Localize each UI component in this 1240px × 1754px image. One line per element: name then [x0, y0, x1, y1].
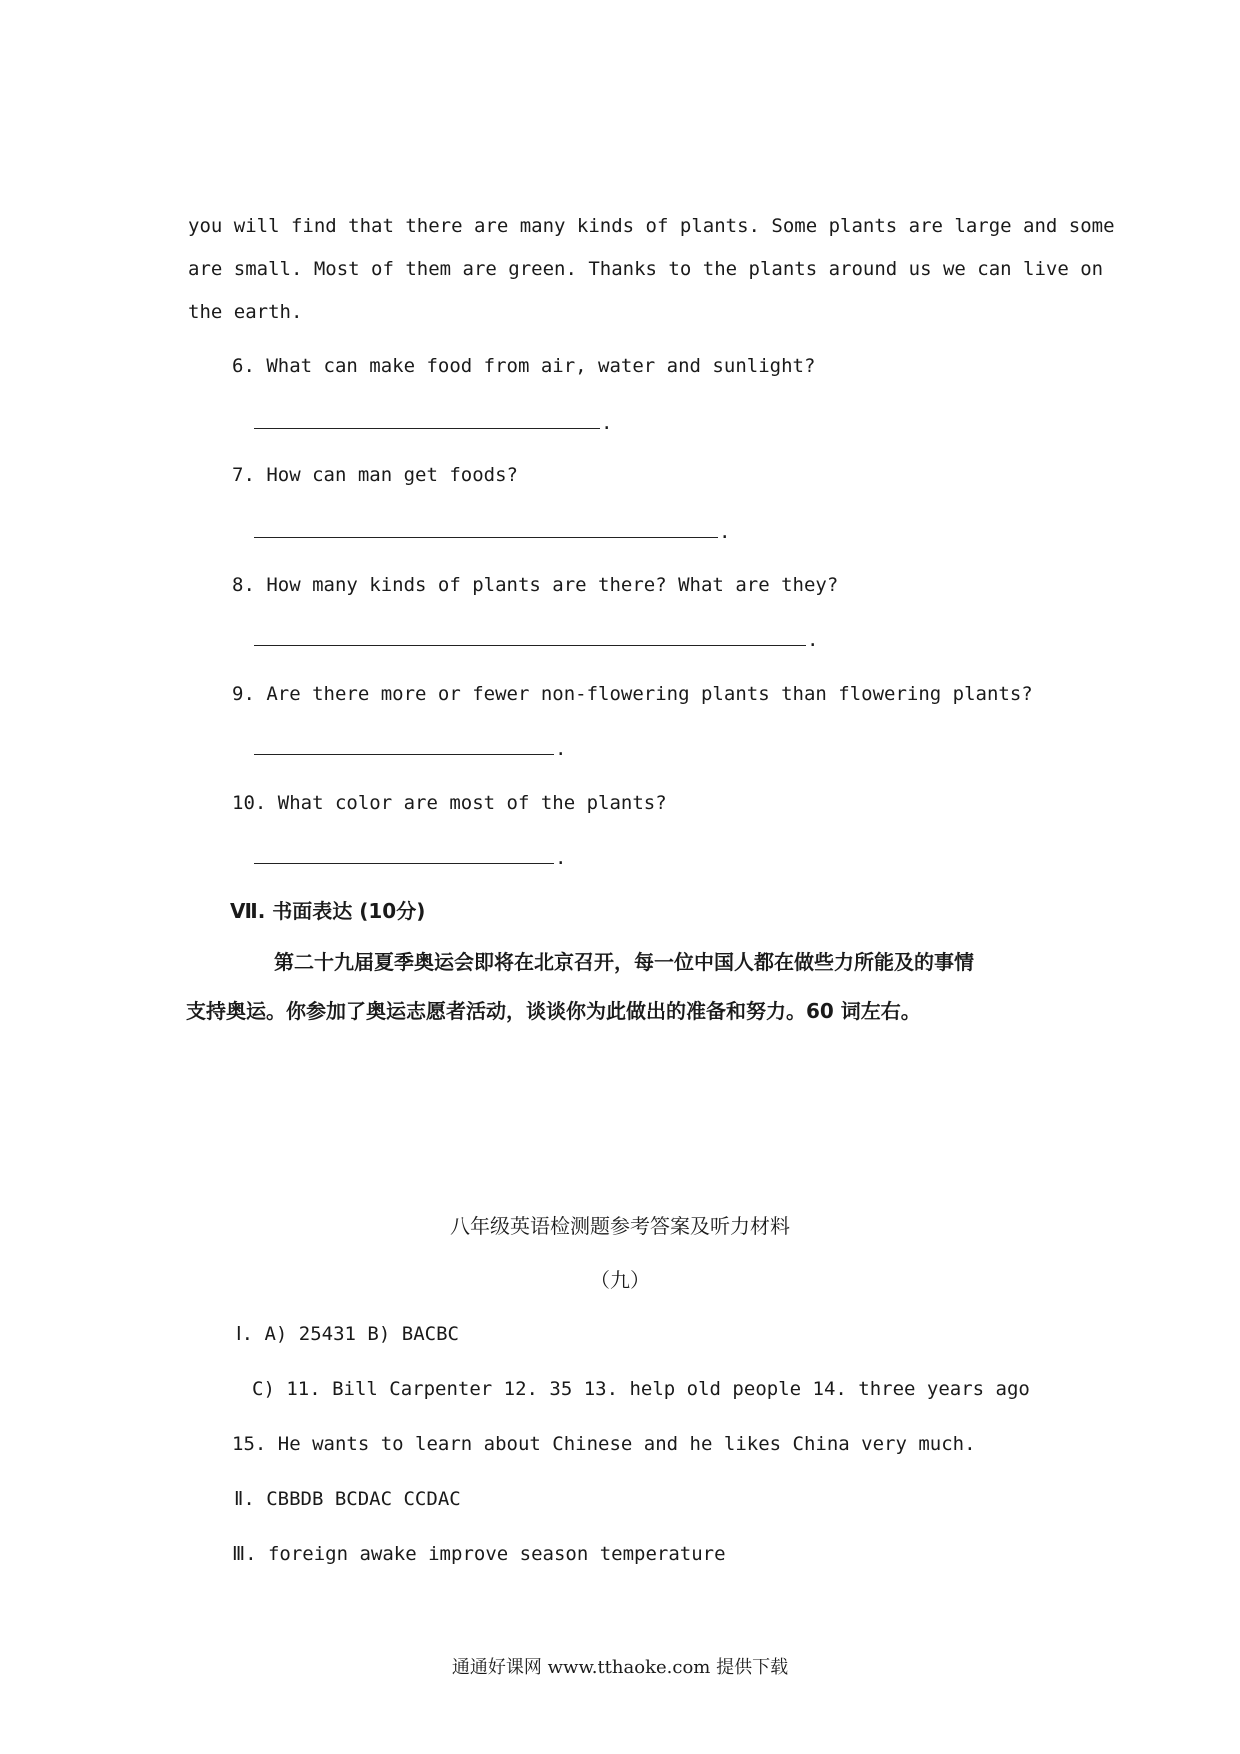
- answer-blank-9[interactable]: [254, 754, 554, 755]
- answer-period: .: [719, 521, 731, 543]
- question-9: 9. Are there more or fewer non-flowering plants than flowering plants?: [232, 683, 1033, 705]
- answer-period: .: [807, 629, 819, 651]
- answer-blank-10[interactable]: [254, 863, 554, 864]
- writing-prompt-line: 第二十九届夏季奥运会即将在北京召开，每一位中国人都在做些力所能及的事情: [274, 950, 974, 974]
- answer-blank-7[interactable]: [254, 537, 718, 538]
- page-footer: 通通好课网 www.tthaoke.com 提供下载: [451, 1657, 789, 1678]
- answer-line-5: Ⅲ. foreign awake improve season temperature: [232, 1543, 726, 1565]
- question-7: 7. How can man get foods?: [232, 464, 518, 486]
- answer-blank-6[interactable]: [254, 428, 600, 429]
- question-10: 10. What color are most of the plants?: [232, 792, 667, 814]
- passage-line: the earth.: [188, 301, 303, 323]
- answer-line-3: 15. He wants to learn about Chinese and he likes China very much.: [232, 1433, 976, 1455]
- writing-prompt-line: 支持奥运。你参加了奥运志愿者活动，谈谈你为此做出的准备和努力。60 词左右。: [186, 999, 921, 1023]
- answer-line-2: C) 11. Bill Carpenter 12. 35 13. help old people 14. three years ago: [252, 1378, 1030, 1400]
- passage-line: you will find that there are many kinds of plants. Some plants are large and some: [188, 215, 1115, 237]
- answers-subtitle: （九）: [590, 1268, 650, 1292]
- answer-period: .: [555, 847, 567, 869]
- answers-title: 八年级英语检测题参考答案及听力材料: [450, 1214, 790, 1238]
- question-6: 6. What can make food from air, water and sunlight?: [232, 355, 816, 377]
- answer-period: .: [555, 738, 567, 760]
- answer-period: .: [601, 412, 613, 434]
- answer-line-1: Ⅰ. A) 25431 B) BACBC: [236, 1323, 459, 1345]
- answer-blank-8[interactable]: [254, 645, 806, 646]
- answer-line-4: Ⅱ. CBBDB BCDAC CCDAC: [234, 1488, 461, 1510]
- question-8: 8. How many kinds of plants are there? What are they?: [232, 574, 839, 596]
- writing-heading: Ⅶ. 书面表达 (10分): [230, 899, 426, 923]
- passage-text: [188, 205, 1115, 334]
- passage-line: are small. Most of them are green. Thanks to the plants around us we can live on: [188, 258, 1104, 280]
